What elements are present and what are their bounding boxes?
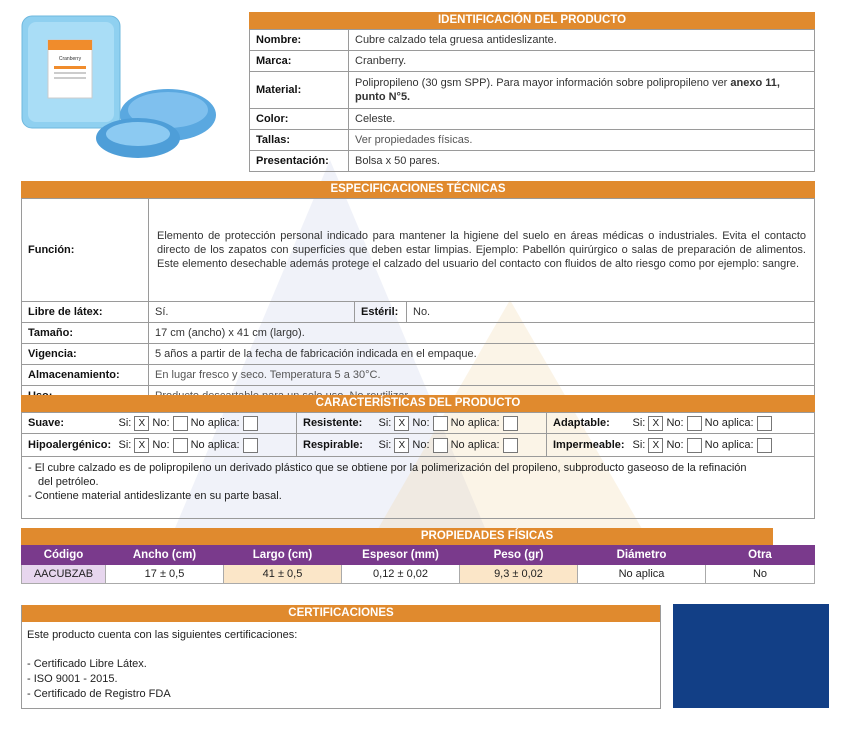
resistente-si-checkbox[interactable]: X <box>394 416 409 431</box>
si-label: Si: <box>118 439 132 451</box>
table-row <box>22 565 815 584</box>
table-row <box>250 72 815 109</box>
material-value <box>349 72 815 109</box>
col-codigo: Código <box>22 546 106 565</box>
suave-na-checkbox[interactable] <box>243 416 258 431</box>
certificaciones-section <box>21 605 661 709</box>
propiedades-header <box>21 528 773 545</box>
propiedades-table <box>21 545 815 584</box>
si-label: Si: <box>118 417 132 429</box>
navy-block <box>673 604 829 708</box>
tallas-value: Ver propiedades físicas. <box>349 130 815 151</box>
caracteristicas-notes <box>22 457 815 519</box>
presentacion-label: Presentación: <box>250 151 349 172</box>
color-label: Color: <box>250 109 349 130</box>
no-label: No: <box>666 417 684 429</box>
suave-label: Suave: <box>22 413 117 434</box>
nombre-value: Cubre calzado tela gruesa antideslizante. <box>349 30 815 51</box>
hipoalergenico-label: Hipoalergénico: <box>22 434 117 457</box>
caracteristicas-header: CARACTERÍSTICAS DEL PRODUCTO <box>21 395 815 412</box>
tamano-label: Tamaño: <box>22 323 149 344</box>
cert-item: - Certificado Libre Látex. <box>27 658 147 670</box>
note-line: - El cubre calzado es de polipropileno un derivado plástico que se obtiene por la polimerización del propileno, subproducto gaseoso de la refinación <box>28 462 747 474</box>
col-largo: Largo (cm) <box>224 546 342 565</box>
respirable-si-checkbox[interactable]: X <box>394 438 409 453</box>
table-row <box>22 365 815 386</box>
material-text: Polipropileno (30 gsm SPP). Para mayor información sobre polipropileno ver <box>355 77 731 89</box>
table-row <box>250 51 815 72</box>
funcion-label: Función: <box>22 199 149 302</box>
almacenamiento-label: Almacenamiento: <box>22 365 149 386</box>
cell-peso: 9,3 ± 0,02 <box>460 565 578 584</box>
material-annex-ref: anexo 11, punto N°5. <box>355 77 780 103</box>
identificacion-header: IDENTIFICACIÓN DEL PRODUCTO <box>249 12 815 29</box>
latex-label: Libre de látex: <box>22 302 149 323</box>
hipoalergenico-no-checkbox[interactable] <box>173 438 188 453</box>
respirable-label: Respirable: <box>297 434 377 457</box>
table-row <box>22 413 815 434</box>
table-row <box>250 130 815 151</box>
table-row <box>250 151 815 172</box>
esteril-label: Estéril: <box>355 302 407 323</box>
cert-item: - ISO 9001 - 2015. <box>27 673 118 685</box>
hipoalergenico-si-checkbox[interactable]: X <box>134 438 149 453</box>
respirable-na-checkbox[interactable] <box>503 438 518 453</box>
shoe-cover-illustration <box>18 10 228 165</box>
adaptable-options <box>631 413 815 434</box>
na-label: No aplica: <box>190 417 240 429</box>
no-label: No: <box>666 439 684 451</box>
adaptable-si-checkbox[interactable]: X <box>648 416 663 431</box>
marca-value: Cranberry. <box>349 51 815 72</box>
si-label: Si: <box>632 417 646 429</box>
table-row <box>22 434 815 457</box>
note-line: del petróleo. <box>38 476 99 488</box>
vigencia-value: 5 años a partir de la fecha de fabricación indicada en el empaque. <box>149 344 815 365</box>
si-label: Si: <box>378 417 392 429</box>
cert-item: - Certificado de Registro FDA <box>27 688 171 700</box>
table-row <box>250 30 815 51</box>
hipoalergenico-options <box>117 434 297 457</box>
si-label: Si: <box>632 439 646 451</box>
latex-value: Sí. <box>149 302 355 323</box>
col-otra: Otra <box>706 546 815 565</box>
cell-largo: 41 ± 0,5 <box>224 565 342 584</box>
suave-si-checkbox[interactable]: X <box>134 416 149 431</box>
tallas-label: Tallas: <box>250 130 349 151</box>
hipoalergenico-na-checkbox[interactable] <box>243 438 258 453</box>
suave-options <box>117 413 297 434</box>
resistente-label: Resistente: <box>297 413 377 434</box>
col-diametro: Diámetro <box>578 546 706 565</box>
impermeable-na-checkbox[interactable] <box>757 438 772 453</box>
no-label: No: <box>412 417 430 429</box>
nombre-label: Nombre: <box>250 30 349 51</box>
cell-ancho: 17 ± 0,5 <box>106 565 224 584</box>
table-header-row <box>22 546 815 565</box>
col-espesor: Espesor (mm) <box>342 546 460 565</box>
resistente-no-checkbox[interactable] <box>433 416 448 431</box>
na-label: No aplica: <box>450 417 500 429</box>
especificaciones-section <box>21 181 815 407</box>
adaptable-na-checkbox[interactable] <box>757 416 772 431</box>
resistente-options <box>377 413 547 434</box>
na-label: No aplica: <box>190 439 240 451</box>
na-label: No aplica: <box>704 417 754 429</box>
cell-diametro: No aplica <box>578 565 706 584</box>
caracteristicas-section <box>21 395 815 519</box>
table-row <box>22 199 815 302</box>
propiedades-title: PROPIEDADES FÍSICAS <box>420 530 554 542</box>
respirable-options <box>377 434 547 457</box>
product-image <box>18 10 228 165</box>
color-value: Celeste. <box>349 109 815 130</box>
table-row <box>22 457 815 519</box>
impermeable-label: Impermeable: <box>547 434 631 457</box>
bag-brand-text: Cranberry <box>58 56 82 62</box>
table-row <box>22 302 815 323</box>
cell-codigo: AACUBZAB <box>22 565 106 584</box>
almacenamiento-value: En lugar fresco y seco. Temperatura 5 a 30°C. <box>149 365 815 386</box>
identificacion-table <box>249 29 815 172</box>
tamano-value: 17 cm (ancho) x 41 cm (largo). <box>149 323 815 344</box>
impermeable-si-checkbox[interactable]: X <box>648 438 663 453</box>
certificaciones-intro: Este producto cuenta con las siguientes certificaciones: <box>27 629 298 641</box>
marca-label: Marca: <box>250 51 349 72</box>
impermeable-no-checkbox[interactable] <box>687 438 702 453</box>
impermeable-options <box>631 434 815 457</box>
certificaciones-body <box>22 622 660 708</box>
table-row <box>250 109 815 130</box>
identificacion-section <box>249 12 815 172</box>
cell-espesor: 0,12 ± 0,02 <box>342 565 460 584</box>
table-row <box>22 323 815 344</box>
presentacion-value: Bolsa x 50 pares. <box>349 151 815 172</box>
esteril-value: No. <box>407 302 815 323</box>
adaptable-label: Adaptable: <box>547 413 631 434</box>
note-line: - Contiene material antideslizante en su parte basal. <box>28 490 282 502</box>
especificaciones-header: ESPECIFICACIONES TÉCNICAS <box>21 181 815 198</box>
na-label: No aplica: <box>450 439 500 451</box>
si-label: Si: <box>378 439 392 451</box>
certificaciones-header: CERTIFICACIONES <box>22 605 660 622</box>
caracteristicas-table <box>21 412 815 519</box>
resistente-na-checkbox[interactable] <box>503 416 518 431</box>
na-label: No aplica: <box>704 439 754 451</box>
col-ancho: Ancho (cm) <box>106 546 224 565</box>
suave-no-checkbox[interactable] <box>173 416 188 431</box>
especificaciones-table <box>21 198 815 407</box>
respirable-no-checkbox[interactable] <box>433 438 448 453</box>
adaptable-no-checkbox[interactable] <box>687 416 702 431</box>
propiedades-section <box>21 528 815 584</box>
no-label: No: <box>152 417 170 429</box>
table-row <box>22 344 815 365</box>
no-label: No: <box>412 439 430 451</box>
vigencia-label: Vigencia: <box>22 344 149 365</box>
material-label: Material: <box>250 72 349 109</box>
cell-otra: No <box>706 565 815 584</box>
no-label: No: <box>152 439 170 451</box>
col-peso: Peso (gr) <box>460 546 578 565</box>
funcion-value: Elemento de protección personal indicado para mantener la higiene del suelo en áreas médicas o industriales. Evita el contacto directo de los zapatos con superficies que deben estar limpias. Ejemplo: Pabellón quirúrgico o salas de preparación de alimentos. Este elemento desechable además protege el calzado del usuario del contacto con fluidos de alto riesgo como por ejemplo: sangre. <box>149 199 815 302</box>
